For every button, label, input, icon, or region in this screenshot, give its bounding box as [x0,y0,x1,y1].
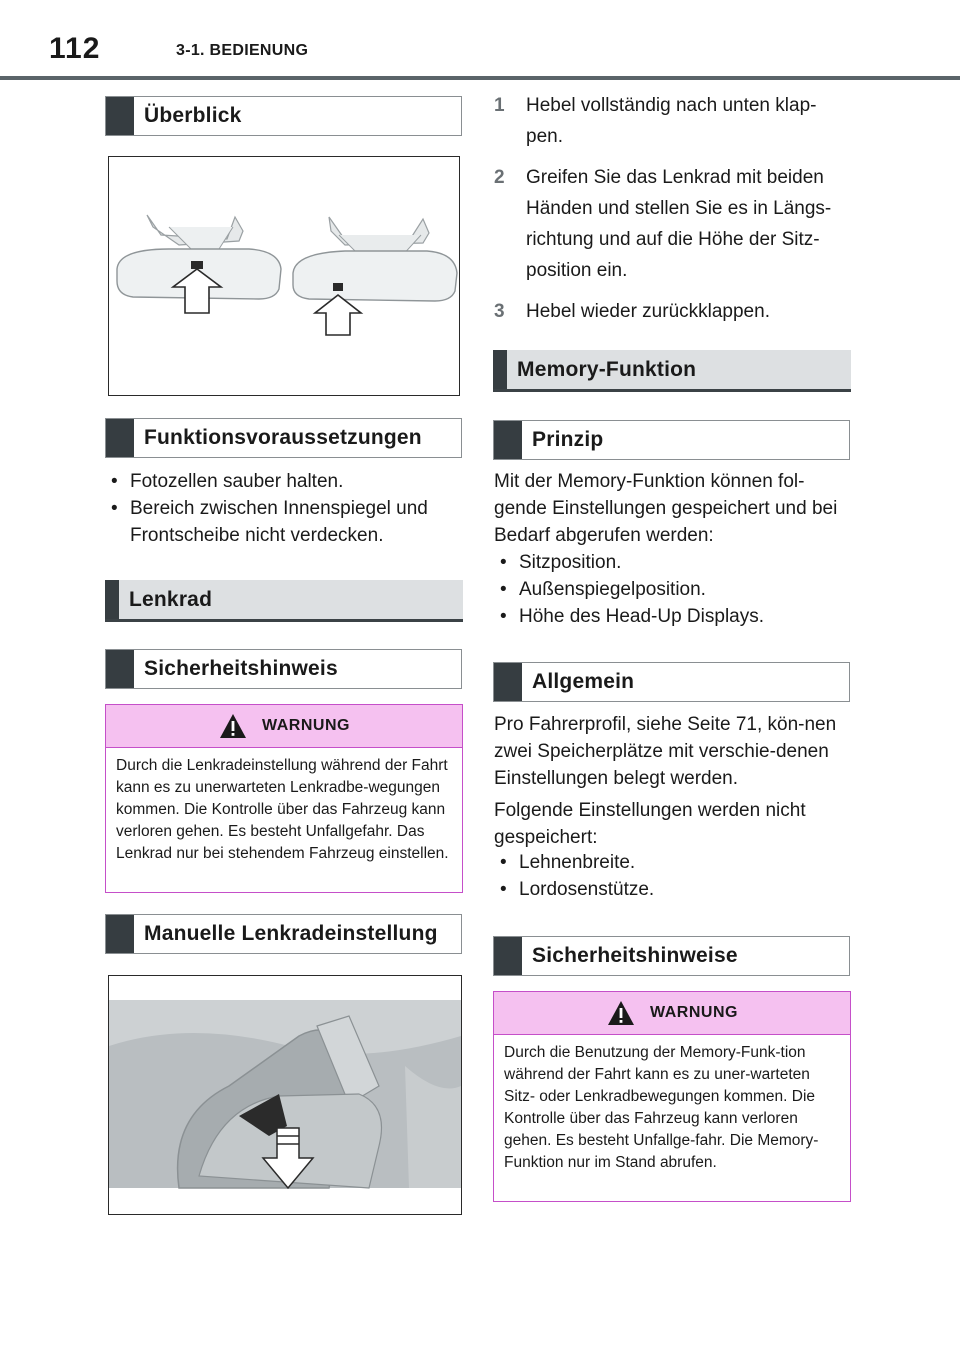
section-overview [105,96,462,136]
warning-triangle-icon [218,712,248,740]
section-title: Sicherheitshinweis [144,657,338,680]
step-text: Greifen Sie das Lenkrad mit beiden Händen und stellen Sie es in Längs-richtung und auf die Höhe der Sitz-position ein. [526,167,832,281]
principle-list [494,549,850,630]
warning-text: Durch die Lenkradeinstellung während der Fahrt kann es zu unerwarteten Lenkradbe-wegungen kommen. Die Kontrolle über das Fahrzeug kann verloren gehen. Es besteht Unfallgefahr. Das Lenkrad nur bei stehendem Fahrzeug einstellen. [116,757,449,862]
section-tab [105,580,119,619]
warning-text: Durch die Benutzung der Memory-Funk-tion während der Fahrt kann es zu uner-warteten Sitz- oder Lenkradbewegungen kommen. Die Kontrolle über das Fahrzeug kann verloren gehen. Es besteht Unfallge-fahr. Die Memory-Funktion nur im Stand abrufen. [504,1044,819,1171]
warning-header [106,705,462,748]
section-requirements [105,418,462,458]
list-item: • Fotozellen sauber halten. [105,468,462,495]
instruction-steps [494,90,850,337]
warning-header [494,992,850,1035]
page-number: 112 [49,32,101,65]
section-manual-steering [105,914,462,954]
section-title: Manuelle Lenkradeinstellung [144,922,438,945]
warning-box-steering [105,704,463,893]
section-principle [493,420,850,460]
list-item: • Bereich zwischen Innenspiegel und Frontscheibe nicht verdecken. [105,495,462,549]
section-steering [105,580,463,622]
list-item: • Lehnenbreite. [494,849,850,876]
list-item: • Lordosenstütze. [494,876,850,903]
not-saved-list [494,849,850,903]
section-tab [106,650,134,688]
warning-box-memory [493,991,851,1202]
figure-steering-lever [108,975,462,1215]
step-item [494,162,850,286]
section-tab [493,350,507,389]
header-rule [0,76,960,80]
list-item: • Höhe des Head-Up Displays. [494,603,850,630]
warning-label: WARNUNG [262,717,350,734]
section-safety-note [105,649,462,689]
warning-triangle-icon [606,999,636,1027]
step-text: Hebel wieder zurückklappen. [526,301,770,322]
step-number: 3 [494,301,505,322]
step-item [494,296,850,327]
section-tab [106,419,134,457]
section-title: Sicherheitshinweise [532,944,738,967]
mirror-illustration [109,157,459,395]
list-item: • Außenspiegelposition. [494,576,850,603]
section-title: Memory-Funktion [517,357,697,381]
step-number: 1 [494,95,505,116]
section-title: Allgemein [532,670,635,693]
section-tab [494,937,522,975]
chapter-title: 3-1. BEDIENUNG [176,42,309,59]
section-general [493,662,850,702]
requirements-list [105,468,462,549]
step-text: Hebel vollständig nach unten klap-pen. [526,95,817,147]
general-text-profiles: Pro Fahrerprofil, siehe Seite 71, kön-nen zwei Speicherplätze mit verschie-denen Einstellungen belegt werden. [494,714,837,789]
section-memory [493,350,851,392]
section-title: Lenkrad [129,587,213,611]
section-safety-notes [493,936,850,976]
step-number: 2 [494,167,505,188]
steering-lever-illustration [109,976,461,1214]
section-title: Prinzip [532,428,604,451]
section-tab [106,915,134,953]
section-title: Überblick [144,104,242,127]
list-item: • Sitzposition. [494,549,850,576]
step-item [494,90,850,152]
warning-label: WARNUNG [650,1004,738,1021]
section-tab [106,97,134,135]
section-tab [494,421,522,459]
general-text-not-saved: Folgende Einstellungen werden nicht gespeichert: [494,800,806,848]
principle-text: Mit der Memory-Funktion können fol-gende Einstellungen gespeichert und bei Bedarf abgerufen werden: [494,471,838,546]
figure-mirror-sensors [108,156,460,396]
section-title: Funktionsvoraussetzungen [144,426,422,449]
section-tab [494,663,522,701]
